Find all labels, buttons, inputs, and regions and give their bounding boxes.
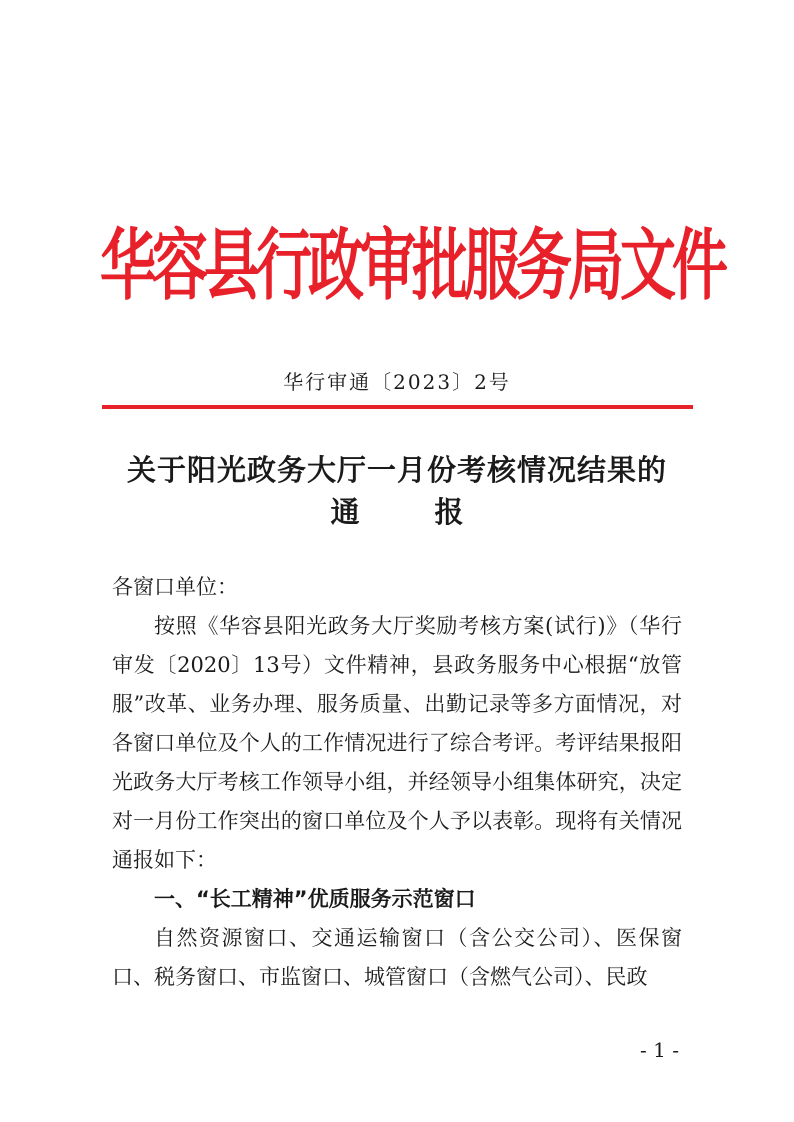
title-char-bao: 报 <box>434 495 464 529</box>
page-number: - 1 - <box>640 1038 679 1062</box>
section-heading-1: 一、“长工精神”优质服务示范窗口 <box>154 887 476 911</box>
salutation: 各窗口单位： <box>112 575 238 599</box>
document-body <box>112 568 682 997</box>
document-title-line-2 <box>0 490 794 531</box>
red-divider-line <box>102 405 693 409</box>
document-number: 华行审通〔2023〕2号 <box>283 370 511 394</box>
body-paragraph-1: 按照《华容县阳光政务大厅奖励考核方案(试行)》（华行审发〔2020〕13号）文件精神，县政务服务中心根据“放管服”改革、业务办理、服务质量、出勤记录等多方面情况，对各窗口单位及个人的工作情况进行了综合考评。考评结果报阳光政务大厅考核工作领导小组，并经领导小组集体研究，决定对一月份工作突出的窗口单位及个人予以表彰。现将有关情况通报如下： <box>112 614 682 872</box>
body-paragraph-2: 自然资源窗口、交通运输窗口（含公交公司）、医保窗口、税务窗口、市监窗口、城管窗口（含燃气公司）、民政 <box>112 926 682 989</box>
org-header-title: 华容县行政审批服务局文件 <box>100 221 724 312</box>
document-title-line-1: 关于阳光政务大厅一月份考核情况结果的 <box>126 453 667 487</box>
title-char-tong: 通 <box>330 495 360 529</box>
